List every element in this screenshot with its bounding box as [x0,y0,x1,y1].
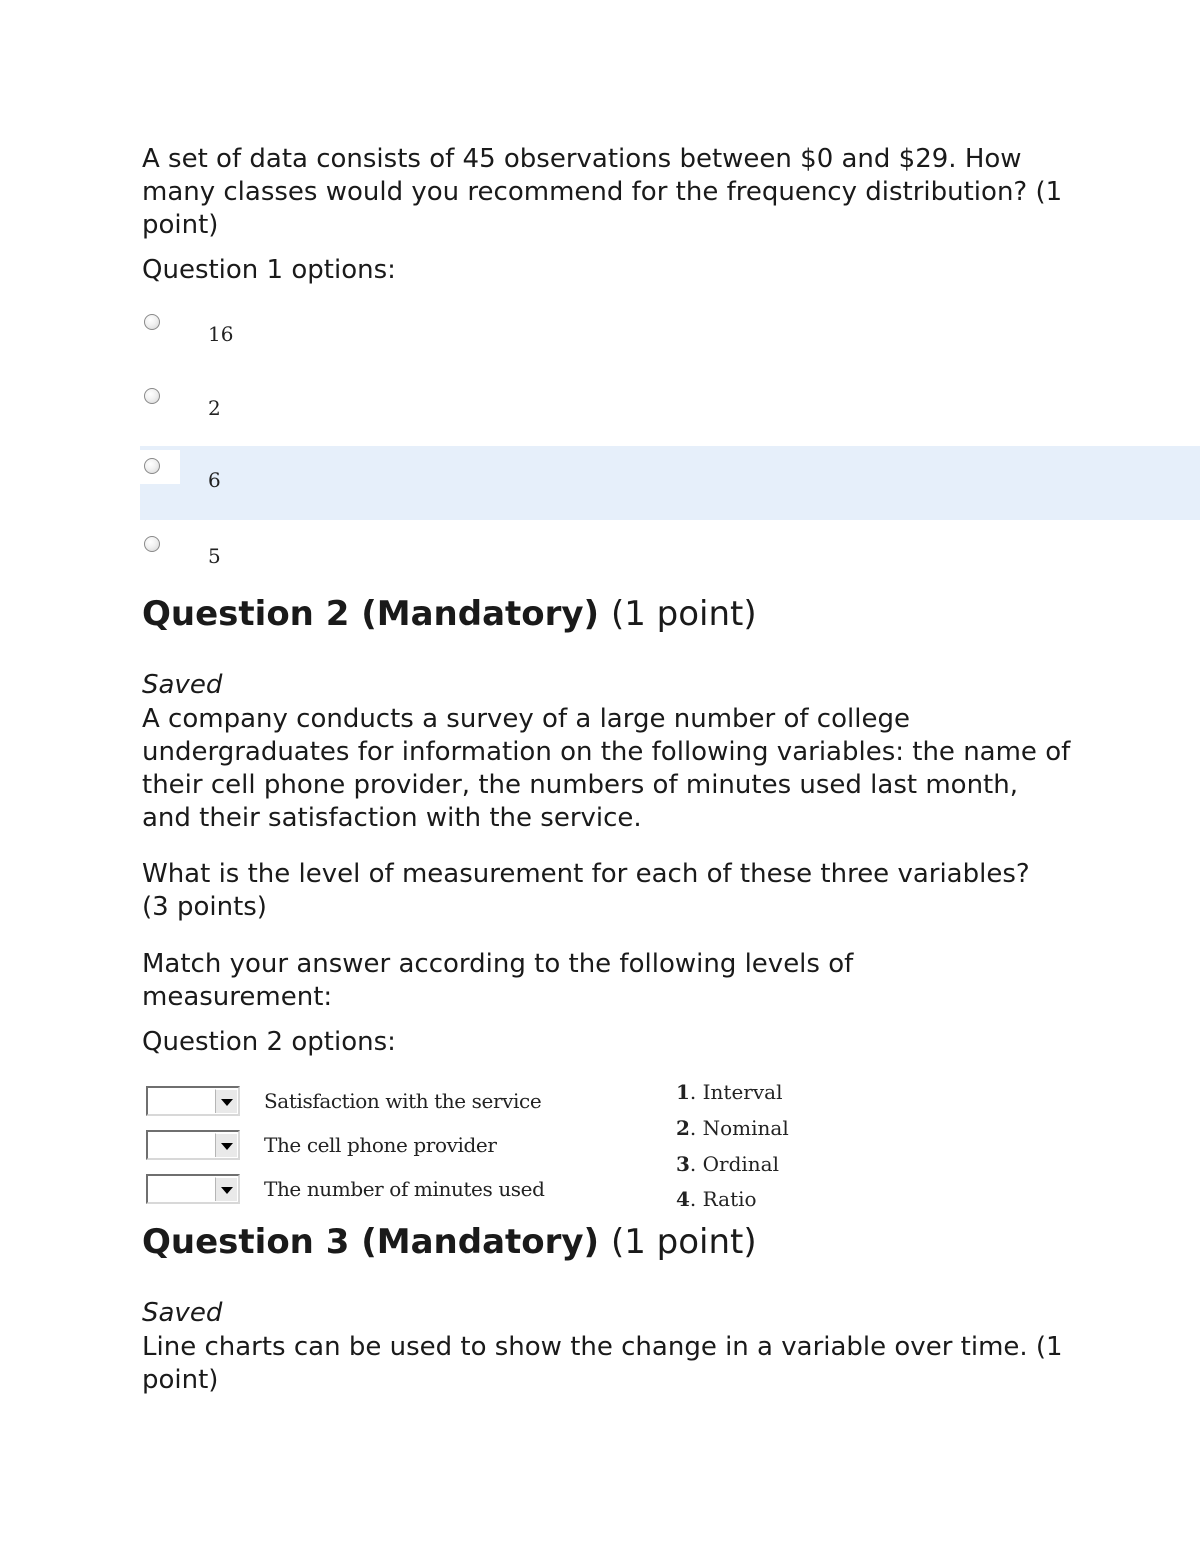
question-2-question: What is the level of measurement for each of these three variables? (3 points) [142,859,1030,922]
level-item: 4. Ratio [676,1187,757,1211]
question-2-points: (1 point) [610,594,757,634]
question-1-option[interactable] [140,380,1200,454]
question-2-heading: Question 2 (Mandatory) (1 point) [142,594,757,634]
question-2-instruction: Match your answer according to the following levels of measurement: [142,949,854,1012]
chevron-down-icon[interactable] [215,1133,237,1157]
question-1-options-label: Question 1 options: [142,255,396,285]
match-item-label: Satisfaction with the service [264,1089,542,1113]
option-label: 2 [208,396,221,420]
question-3-saved-status: Saved [142,1298,223,1328]
chevron-down-icon[interactable] [215,1089,237,1113]
question-2-options-label: Question 2 options: [142,1027,396,1057]
match-select[interactable] [146,1086,240,1116]
level-item: 3. Ordinal [676,1152,779,1176]
chevron-down-icon[interactable] [215,1177,237,1201]
level-item: 1. Interval [676,1080,783,1104]
option-label: 5 [208,544,221,568]
radio-button[interactable] [144,388,160,404]
level-item: 2. Nominal [676,1116,789,1140]
question-1-option[interactable] [140,306,1200,380]
match-select[interactable] [146,1130,240,1160]
question-3-points: (1 point) [610,1222,757,1262]
radio-button[interactable] [144,314,160,330]
radio-button[interactable] [144,458,160,474]
question-2-saved-status: Saved [142,670,223,700]
question-1-prompt: A set of data consists of 45 observations between $0 and $29. How many classes would you recommend for the frequency distribution? (1 point) [142,144,1063,240]
question-1-option-hovered[interactable] [140,446,1200,520]
option-label: 16 [208,322,234,346]
radio-button[interactable] [144,536,160,552]
question-1-option[interactable] [140,528,1200,602]
match-select[interactable] [146,1174,240,1204]
question-2-prompt: A company conducts a survey of a large number of college undergraduates for information on the following variables: the name of their cell phone provider, the numbers of minutes used last month, and their satisfaction with the service. [142,704,1071,833]
match-item-label: The cell phone provider [264,1133,497,1157]
match-item-label: The number of minutes used [264,1177,545,1201]
question-3-prompt: Line charts can be used to show the change in a variable over time. (1 point) [142,1332,1063,1395]
option-label: 6 [208,468,221,492]
question-3-heading: Question 3 (Mandatory) (1 point) [142,1222,757,1262]
